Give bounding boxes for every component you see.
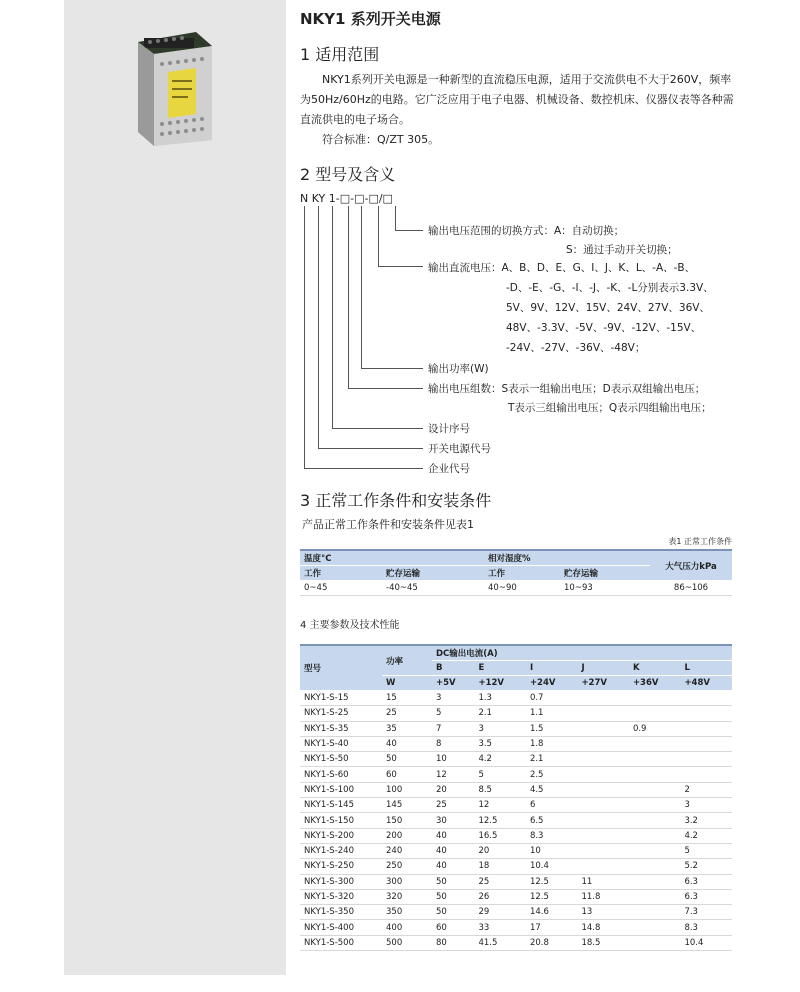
- cell: 4.5: [526, 782, 578, 797]
- cell: 41.5: [474, 935, 526, 950]
- cell: 11: [577, 874, 629, 889]
- cell: 0.7: [526, 691, 578, 706]
- th-humidity: 相对湿度%: [484, 550, 650, 566]
- conditions-table: [300, 549, 732, 596]
- cell: [629, 889, 681, 904]
- th-letter: B: [432, 661, 474, 676]
- cell: NKY1-S-320: [300, 889, 382, 904]
- cell: [629, 905, 681, 920]
- th-letter: K: [629, 661, 681, 676]
- cell: 1.1: [526, 706, 578, 721]
- cell: 2.1: [526, 752, 578, 767]
- cell: 5: [474, 767, 526, 782]
- cell: NKY1-S-300: [300, 874, 382, 889]
- table-row: [300, 935, 732, 950]
- section-4-heading: 4 主要参数及技术性能: [300, 620, 400, 631]
- cell: 3: [680, 798, 732, 813]
- th-unit: W: [382, 676, 432, 691]
- th-letter: J: [577, 661, 629, 676]
- label-output-groups: 输出电压组数：S表示一组输出电压；D表示双组输出电压；: [428, 383, 706, 395]
- cell: 40: [432, 859, 474, 874]
- table-row: [300, 752, 732, 767]
- cell: [577, 828, 629, 843]
- cell: 26: [474, 889, 526, 904]
- th-letter: E: [474, 661, 526, 676]
- cell: [577, 859, 629, 874]
- cell: 86~106: [650, 581, 732, 596]
- th-temp-work: 工作: [300, 566, 382, 581]
- table-row: [300, 782, 732, 797]
- cell: NKY1-S-400: [300, 920, 382, 935]
- table-row: [300, 813, 732, 828]
- cell: 10: [432, 752, 474, 767]
- cell: 5: [680, 843, 732, 858]
- cell: [577, 843, 629, 858]
- table-row: [300, 889, 732, 904]
- th-letter: L: [680, 661, 732, 676]
- th-voltage: +27V: [577, 676, 629, 691]
- cell: 13: [577, 905, 629, 920]
- cell: NKY1-S-40: [300, 736, 382, 751]
- model-code-diagram: [300, 192, 736, 482]
- cell: 10: [526, 843, 578, 858]
- cell: 2: [680, 782, 732, 797]
- cell: [629, 736, 681, 751]
- label-company-code: 企业代号: [428, 463, 470, 475]
- product-image: [134, 28, 214, 146]
- table-1-caption: 表1 正常工作条件: [668, 537, 732, 546]
- cell: 11.8: [577, 889, 629, 904]
- th-letter: I: [526, 661, 578, 676]
- cell: [680, 767, 732, 782]
- cell: 40: [432, 843, 474, 858]
- section-3-heading: 3 正常工作条件和安装条件: [300, 491, 492, 510]
- cell: [577, 813, 629, 828]
- cell: 29: [474, 905, 526, 920]
- section-1-paragraph: NKY1系列开关电源是一种新型的直流稳压电源，适用于交流供电不大于260V，频率为50Hz/60Hz的电路。它广泛应用于电子电器、机械设备、数控机床、仪器仪表等各种需直流供电的电子场合。: [300, 73, 734, 126]
- cell: 60: [432, 920, 474, 935]
- cell: [629, 798, 681, 813]
- cell: NKY1-S-100: [300, 782, 382, 797]
- label-psu-code: 开关电源代号: [428, 443, 491, 455]
- cell: 200: [382, 828, 432, 843]
- cell: NKY1-S-35: [300, 721, 382, 736]
- cell: [629, 691, 681, 706]
- cell: NKY1-S-60: [300, 767, 382, 782]
- cell: 1.5: [526, 721, 578, 736]
- label-output-voltage-5: -24V、-27V、-36V、-48V；: [506, 342, 646, 354]
- cell: NKY1-S-15: [300, 691, 382, 706]
- cell: NKY1-S-500: [300, 935, 382, 950]
- cell: NKY1-S-50: [300, 752, 382, 767]
- cell: 1.8: [526, 736, 578, 751]
- cell: 150: [382, 813, 432, 828]
- cell: 60: [382, 767, 432, 782]
- cell: 4.2: [474, 752, 526, 767]
- cell: NKY1-S-200: [300, 828, 382, 843]
- cell: [629, 752, 681, 767]
- cell: [629, 828, 681, 843]
- cell: 14.8: [577, 920, 629, 935]
- table-row: [300, 874, 732, 889]
- cell: 2.1: [474, 706, 526, 721]
- section-3-intro: 产品正常工作条件和安装条件见表1: [302, 518, 474, 531]
- cell: 6: [526, 798, 578, 813]
- th-voltage: +48V: [680, 676, 732, 691]
- cell: 250: [382, 859, 432, 874]
- cell: [577, 736, 629, 751]
- cell: 20.8: [526, 935, 578, 950]
- th-voltage: +12V: [474, 676, 526, 691]
- cell: [629, 706, 681, 721]
- cell: 400: [382, 920, 432, 935]
- cell: 0~45: [300, 581, 382, 596]
- cell: 6.3: [680, 889, 732, 904]
- cell: 5.2: [680, 859, 732, 874]
- th-pressure: 大气压力kPa: [650, 550, 732, 581]
- label-switch-manual: S：通过手动开关切换；: [566, 244, 678, 256]
- cell: 240: [382, 843, 432, 858]
- table-row: [300, 920, 732, 935]
- cell: 100: [382, 782, 432, 797]
- th-hum-storage: 贮存运输: [560, 566, 650, 581]
- cell: 12: [432, 767, 474, 782]
- cell: 2.5: [526, 767, 578, 782]
- cell: 8.3: [680, 920, 732, 935]
- cell: 15: [382, 691, 432, 706]
- cell: 25: [382, 706, 432, 721]
- table-row: [300, 767, 732, 782]
- cell: 3.2: [680, 813, 732, 828]
- cell: 25: [432, 798, 474, 813]
- table-row: [300, 721, 732, 736]
- cell: [577, 798, 629, 813]
- th-model: 型号: [300, 645, 382, 691]
- th-voltage: +5V: [432, 676, 474, 691]
- th-dc-current: DC输出电流(A): [432, 645, 732, 661]
- cell: 12.5: [526, 874, 578, 889]
- table-row: [300, 843, 732, 858]
- label-output-voltage-2: -D、-E、-G、-I、-J、-K、-L分别表示3.3V、: [506, 282, 714, 294]
- cell: 3: [474, 721, 526, 736]
- th-temp-storage: 贮存运输: [382, 566, 484, 581]
- cell: 25: [474, 874, 526, 889]
- cell: 17: [526, 920, 578, 935]
- label-design-serial: 设计序号: [428, 423, 470, 435]
- left-sidebar: [64, 0, 286, 975]
- cell: [680, 721, 732, 736]
- cell: [680, 706, 732, 721]
- cell: [629, 920, 681, 935]
- cell: 1.3: [474, 691, 526, 706]
- label-output-voltage-4: 48V、-3.3V、-5V、-9V、-12V、-15V、: [506, 322, 702, 334]
- cell: 5: [432, 706, 474, 721]
- cell: 50: [432, 889, 474, 904]
- cell: [577, 721, 629, 736]
- cell: 16.5: [474, 828, 526, 843]
- th-power: 功率: [382, 645, 432, 676]
- cell: 10~93: [560, 581, 650, 596]
- cell: NKY1-S-250: [300, 859, 382, 874]
- th-temp: 温度°C: [300, 550, 484, 566]
- cell: [577, 752, 629, 767]
- cell: 20: [474, 843, 526, 858]
- table-row: [300, 581, 732, 596]
- cell: [680, 752, 732, 767]
- section-2-heading: 2 型号及含义: [300, 165, 396, 184]
- cell: 20: [432, 782, 474, 797]
- cell: 40~90: [484, 581, 560, 596]
- cell: NKY1-S-25: [300, 706, 382, 721]
- cell: 10.4: [526, 859, 578, 874]
- cell: 14.6: [526, 905, 578, 920]
- label-output-voltage: 输出直流电压：A、B、D、E、G、I、J、K、L、-A、-B、: [428, 262, 696, 274]
- section-1-standard: 符合标准：Q/ZT 305。: [322, 133, 440, 146]
- table-row: [300, 736, 732, 751]
- cell: 6.5: [526, 813, 578, 828]
- cell: 8: [432, 736, 474, 751]
- cell: NKY1-S-240: [300, 843, 382, 858]
- cell: 50: [432, 874, 474, 889]
- page-title: NKY1 系列开关电源: [300, 10, 441, 28]
- cell: 10.4: [680, 935, 732, 950]
- cell: [577, 706, 629, 721]
- label-output-power: 输出功率(W): [428, 363, 489, 375]
- section-1-heading: 1 适用范围: [300, 45, 380, 64]
- cell: 18: [474, 859, 526, 874]
- th-hum-work: 工作: [484, 566, 560, 581]
- cell: 8.5: [474, 782, 526, 797]
- label-output-voltage-3: 5V、9V、12V、15V、24V、27V、36V、: [506, 302, 710, 314]
- cell: [629, 813, 681, 828]
- th-voltage: +24V: [526, 676, 578, 691]
- cell: 80: [432, 935, 474, 950]
- cell: [629, 782, 681, 797]
- cell: 500: [382, 935, 432, 950]
- cell: 0.9: [629, 721, 681, 736]
- cell: [577, 767, 629, 782]
- cell: 8.3: [526, 828, 578, 843]
- cell: [680, 691, 732, 706]
- cell: 18.5: [577, 935, 629, 950]
- cell: NKY1-S-145: [300, 798, 382, 813]
- cell: 320: [382, 889, 432, 904]
- cell: [629, 859, 681, 874]
- th-voltage: +36V: [629, 676, 681, 691]
- cell: 350: [382, 905, 432, 920]
- cell: [629, 843, 681, 858]
- cell: 145: [382, 798, 432, 813]
- label-switch-mode: 输出电压范围的切换方式：A：自动切换；: [428, 225, 625, 237]
- parameters-table: [300, 644, 732, 951]
- cell: 6.3: [680, 874, 732, 889]
- cell: [629, 874, 681, 889]
- cell: 40: [382, 736, 432, 751]
- cell: 7: [432, 721, 474, 736]
- table-row: [300, 828, 732, 843]
- cell: NKY1-S-350: [300, 905, 382, 920]
- cell: 4.2: [680, 828, 732, 843]
- cell: 300: [382, 874, 432, 889]
- cell: 35: [382, 721, 432, 736]
- label-output-groups-2: T表示三组输出电压；Q表示四组输出电压；: [508, 402, 712, 414]
- cell: 12.5: [526, 889, 578, 904]
- cell: 12.5: [474, 813, 526, 828]
- cell: [629, 935, 681, 950]
- cell: 3: [432, 691, 474, 706]
- table-row: [300, 691, 732, 706]
- cell: 30: [432, 813, 474, 828]
- cell: [629, 767, 681, 782]
- cell: NKY1-S-150: [300, 813, 382, 828]
- cell: 50: [432, 905, 474, 920]
- cell: 7.3: [680, 905, 732, 920]
- cell: 33: [474, 920, 526, 935]
- cell: 40: [432, 828, 474, 843]
- cell: [577, 691, 629, 706]
- table-row: [300, 706, 732, 721]
- cell: [577, 782, 629, 797]
- cell: [680, 736, 732, 751]
- model-code: N KY 1-□-□-□/□: [300, 192, 393, 205]
- table-row: [300, 859, 732, 874]
- cell: 3.5: [474, 736, 526, 751]
- table-row: [300, 905, 732, 920]
- cell: -40~45: [382, 581, 484, 596]
- cell: 50: [382, 752, 432, 767]
- table-row: [300, 798, 732, 813]
- cell: 12: [474, 798, 526, 813]
